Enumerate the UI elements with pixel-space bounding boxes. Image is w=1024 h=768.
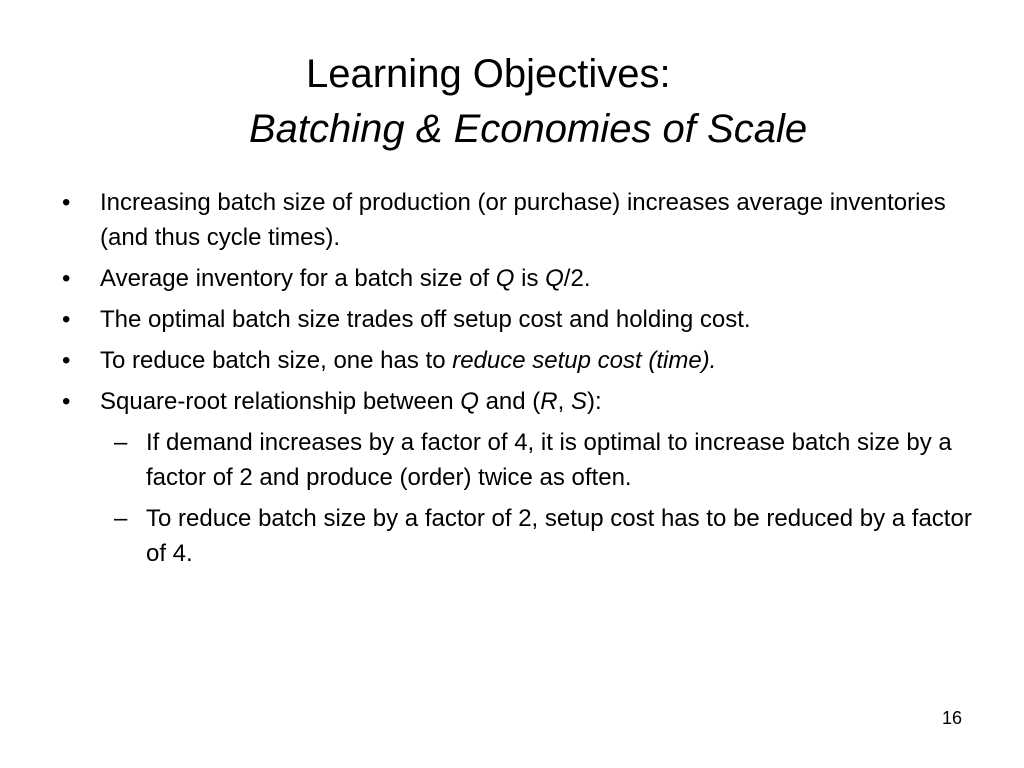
bullet-item	[56, 302, 976, 337]
bullet-text: Average inventory for a batch size of Q is Q/2.	[100, 265, 591, 292]
bullet-text: Increasing batch size of production (or purchase) increases average inventories (and thus cycle times).	[100, 189, 946, 251]
bullet-marker: •	[62, 388, 71, 415]
bullet-list	[56, 185, 976, 577]
sub-bullet-item	[56, 425, 976, 495]
bullet-marker: •	[62, 265, 71, 292]
sub-bullet-marker: –	[114, 429, 128, 456]
bullet-item	[56, 343, 976, 378]
sub-bullet-marker: –	[114, 505, 128, 532]
bullet-text: Square-root relationship between Q and (R, S):	[100, 388, 602, 415]
slide-subtitle: Batching & Economies of Scale	[249, 107, 808, 151]
bullet-text: The optimal batch size trades off setup cost and holding cost.	[100, 306, 751, 333]
bullet-marker: •	[62, 189, 71, 216]
bullet-item	[56, 185, 976, 255]
bullet-marker: •	[62, 306, 71, 333]
sub-bullet-text: To reduce batch size by a factor of 2, setup cost has to be reduced by a factor of 4.	[146, 505, 972, 567]
sub-bullet-text: If demand increases by a factor of 4, it is optimal to increase batch size by a factor of 2 and produce (order) twice as often.	[146, 429, 952, 491]
page-number: 16	[941, 708, 962, 728]
bullet-marker: •	[62, 347, 71, 374]
bullet-item	[56, 261, 976, 296]
slide-title: Learning Objectives:	[306, 52, 671, 96]
bullet-item	[56, 384, 976, 419]
bullet-text: To reduce batch size, one has to reduce setup cost (time).	[100, 347, 717, 374]
sub-bullet-item	[56, 501, 976, 571]
